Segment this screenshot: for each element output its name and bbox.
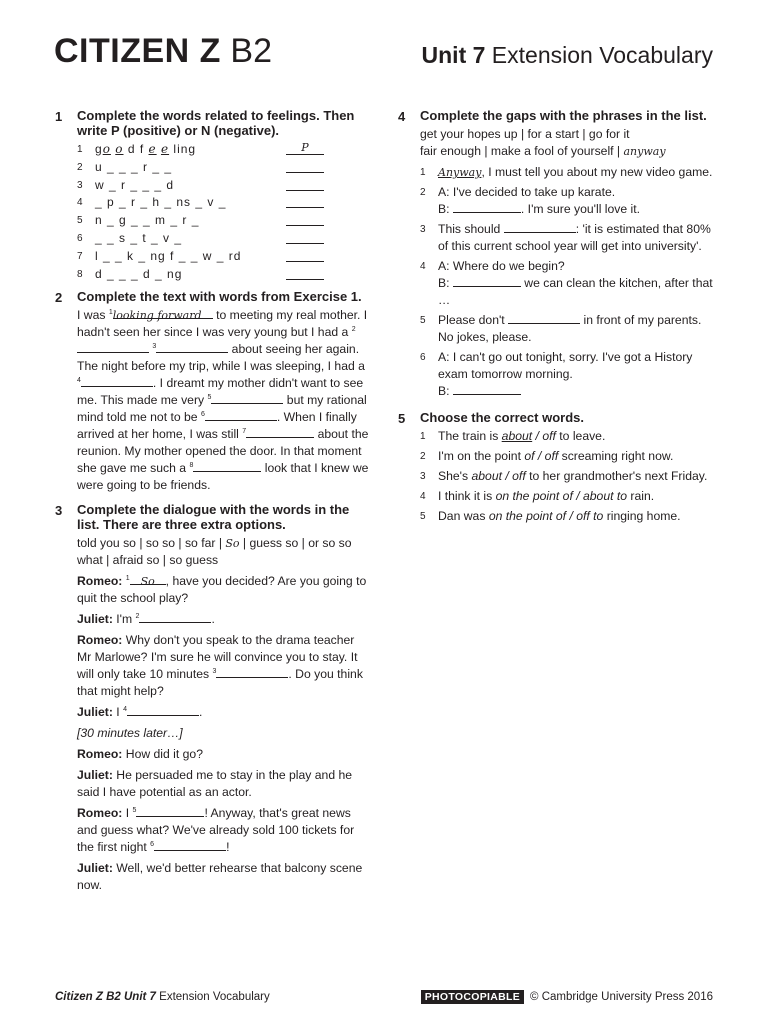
- choice-item: [420, 488, 716, 505]
- gap-blank[interactable]: [154, 839, 226, 851]
- gap-answer[interactable]: Anyway: [438, 166, 482, 179]
- item-number: 6: [77, 232, 83, 244]
- brand-name: CITIZEN Z: [54, 32, 221, 70]
- text: B:: [438, 202, 453, 216]
- text: , I must tell you about my new video game.: [481, 165, 713, 179]
- text: I: [112, 705, 124, 720]
- photocopiable-badge: PHOTOCOPIABLE: [421, 990, 524, 1004]
- text: I: [122, 806, 133, 821]
- brand-level: B2: [230, 32, 272, 70]
- gap-number: 6: [200, 411, 205, 419]
- item-number: 4: [77, 197, 83, 209]
- dialogue-line: [77, 767, 370, 801]
- gap-number: 2: [135, 613, 140, 621]
- speaker: Juliet:: [77, 705, 113, 720]
- phrase-line: get your hopes up | for a start | go for it: [420, 127, 630, 141]
- dialogue-line: [77, 805, 370, 856]
- footer-course: Citizen Z B2 Unit 7: [55, 991, 156, 1003]
- gap-number: 8: [189, 462, 194, 470]
- choice-item: [420, 508, 716, 525]
- item-number: 1: [77, 144, 83, 155]
- text: I'm on the point: [438, 449, 525, 463]
- text: . When I finally arrived at her home, I was still: [77, 410, 357, 442]
- item-number: 4: [420, 491, 426, 502]
- gap-answer[interactable]: So: [130, 573, 166, 585]
- unit-number: Unit 7: [421, 42, 486, 68]
- gap-number: 4: [123, 706, 127, 714]
- option-list: [77, 535, 370, 569]
- text: . I'm sure you'll love it.: [520, 202, 641, 216]
- exercise-number: 5: [398, 411, 406, 426]
- gap-blank[interactable]: [136, 805, 204, 817]
- gap-number: 5: [132, 807, 137, 815]
- word-pattern: w _ r _ _ _ d: [95, 177, 175, 192]
- text: .: [211, 612, 215, 627]
- gap-answer[interactable]: looking forward: [113, 307, 213, 319]
- exercise-3: [55, 502, 370, 894]
- exercise-title: Choose the correct words.: [420, 410, 584, 425]
- text: but my rational mind told me not to be: [77, 393, 367, 425]
- right-column: [398, 108, 716, 529]
- filled-letter: o: [102, 142, 111, 156]
- choice-option[interactable]: / off: [532, 429, 556, 443]
- dialogue-line: [77, 746, 370, 763]
- gap-number: 7: [242, 428, 247, 436]
- text: . I dreamt my mother didn't want to see me. This made me very: [77, 376, 364, 408]
- item-number: 2: [77, 161, 83, 173]
- text: !: [226, 840, 230, 855]
- gap-blank[interactable]: [504, 221, 576, 233]
- gap-number: 3: [152, 343, 157, 351]
- item-number: 6: [420, 352, 426, 363]
- text: we can clean the kitchen, after that …: [438, 276, 713, 307]
- left-column: [55, 108, 370, 898]
- text: .: [198, 705, 203, 720]
- gap-number: 1: [108, 309, 113, 317]
- answer-field[interactable]: [286, 177, 324, 191]
- exercise-title: Complete the words related to feelings. Then write P (positive) or N (negative).: [77, 108, 355, 138]
- unit-title: [422, 42, 713, 69]
- gap-item: [420, 349, 716, 400]
- text: : 'it is estimated that 80% of this current school year will get into university'.: [438, 222, 711, 253]
- gap-blank[interactable]: [205, 409, 277, 421]
- word-item: [77, 230, 370, 248]
- word-pattern: n _ g _ _ m _ r _: [95, 213, 200, 228]
- text: to leave.: [555, 429, 606, 443]
- text: Dan was: [438, 509, 489, 523]
- choice-item: [420, 428, 716, 445]
- exercise-1: [55, 108, 370, 283]
- word-pattern: _ _ s _ t _ v _: [95, 230, 183, 245]
- gap-text: [77, 307, 370, 494]
- item-number: 7: [77, 250, 83, 262]
- page-footer: [55, 991, 713, 1005]
- gap-blank[interactable]: [211, 392, 283, 404]
- gap-blank[interactable]: [246, 426, 314, 438]
- phrase-line: [420, 143, 716, 160]
- answer-field[interactable]: [286, 194, 324, 208]
- exercise-number: 2: [55, 290, 63, 306]
- gap-item: [420, 312, 716, 346]
- answer-field[interactable]: [286, 230, 324, 244]
- dialogue-line: [77, 632, 370, 700]
- choice-option[interactable]: about / off: [471, 469, 526, 483]
- text: about the reunion. My mother opened the door. In that moment she gave me such a: [77, 427, 369, 476]
- choice-item: [420, 468, 716, 485]
- choice-option[interactable]: on the point of / off to: [488, 509, 604, 523]
- word-item: [77, 266, 370, 284]
- speaker: Romeo:: [77, 633, 123, 648]
- gap-number: 1: [125, 575, 130, 583]
- gap-blank[interactable]: [508, 312, 580, 324]
- dialogue-line: [77, 611, 370, 628]
- word-item: [77, 194, 370, 212]
- gap-blank[interactable]: [453, 201, 521, 213]
- gap-number: 3: [212, 668, 217, 676]
- letters: ling: [169, 142, 197, 156]
- text: screaming right now.: [558, 449, 674, 463]
- speaker: Juliet:: [77, 612, 113, 627]
- text: The train is: [438, 429, 502, 443]
- word-item: [77, 212, 370, 230]
- item-number: 3: [420, 224, 426, 235]
- phrases: fair enough | make a fool of yourself |: [420, 144, 624, 158]
- speaker: Juliet:: [77, 861, 113, 876]
- word-list: [77, 141, 370, 283]
- choice-item: [420, 448, 716, 465]
- text: to meeting my real mother. I hadn't seen her since I was very young but I had a: [77, 308, 368, 340]
- text: ringing home.: [603, 509, 681, 523]
- text: A: I can't go out tonight, sorry. I've got a History exam tomorrow morning.: [438, 350, 693, 381]
- text: rain.: [627, 489, 655, 503]
- word-pattern: l _ _ k _ ng f _ _ w _ rd: [95, 248, 242, 263]
- text: B:: [438, 276, 453, 290]
- footer-copyright: [421, 991, 713, 1003]
- dialogue-line: [77, 704, 370, 721]
- text: B:: [438, 384, 453, 398]
- gap-number: 2: [351, 326, 356, 334]
- text: in front of my parents. No jokes, please.: [438, 313, 702, 344]
- exercise-5: [398, 410, 716, 525]
- letters: g: [95, 142, 103, 156]
- gap-blank[interactable]: [453, 275, 521, 287]
- filled-letter: e: [148, 142, 157, 156]
- brand-title: [54, 32, 272, 71]
- speaker: Romeo:: [77, 806, 123, 821]
- text: He persuaded me to stay in the play and he said I have potential as an actor.: [77, 768, 353, 800]
- item-number: 2: [420, 187, 426, 198]
- word-item: [77, 248, 370, 266]
- word-pattern: u _ _ _ r _ _: [95, 159, 173, 174]
- speaker: Juliet:: [77, 768, 113, 783]
- options: told you so | so so | so far |: [77, 536, 226, 551]
- word-item: [77, 159, 370, 177]
- text: A: Where do we begin?: [438, 259, 565, 273]
- filled-letter: e: [160, 142, 170, 156]
- filled-letter: o: [115, 142, 124, 156]
- word-pattern: d _ _ _ d _ ng: [95, 266, 183, 281]
- text: Please don't: [438, 313, 509, 327]
- footer-title: [55, 991, 270, 1003]
- gap-number: 5: [207, 394, 212, 402]
- gap-blank[interactable]: [77, 341, 149, 353]
- text: How did it go?: [122, 747, 203, 762]
- answer-field[interactable]: [286, 212, 324, 226]
- stage-direction: [30 minutes later…]: [77, 726, 183, 741]
- options-crossed: So: [225, 537, 240, 551]
- gap-blank[interactable]: [156, 341, 228, 353]
- text: Why don't you speak to the drama teacher Mr Marlowe? I'm sure he will convince you to stay. It will only take 10 minutes: [77, 633, 358, 682]
- text: I was: [77, 308, 109, 323]
- item-number: 4: [420, 261, 426, 272]
- choice-selected[interactable]: about: [501, 429, 533, 443]
- options: | guess so | or so so what | afraid so | so guess: [77, 536, 352, 568]
- item-number: 5: [77, 215, 83, 227]
- text: , have you decided? Are you going to quit the school play?: [77, 574, 367, 606]
- item-number: 1: [420, 431, 426, 442]
- item-number: 3: [77, 179, 83, 191]
- phrase-list: [420, 126, 716, 160]
- answer-field[interactable]: P: [286, 141, 324, 155]
- answer-field[interactable]: [286, 266, 324, 280]
- text: I think it is: [438, 489, 496, 503]
- gap-number: 4: [77, 377, 81, 385]
- word-item: [77, 177, 370, 195]
- word-pattern: [95, 141, 196, 158]
- footer-section: Extension Vocabulary: [159, 991, 270, 1003]
- gap-blank[interactable]: [193, 460, 261, 472]
- text: I'm: [112, 612, 136, 627]
- text: look that I knew we were going to be friends.: [77, 461, 369, 493]
- text: She's: [438, 469, 472, 483]
- unit-subtitle: Extension Vocabulary: [491, 42, 713, 68]
- speaker: Romeo:: [77, 747, 123, 762]
- gap-blank[interactable]: [127, 704, 199, 716]
- word-pattern: _ p _ r _ h _ ns _ v _: [95, 195, 227, 210]
- exercise-4: [398, 108, 716, 400]
- gap-blank[interactable]: [216, 666, 288, 678]
- item-number: 2: [420, 451, 426, 462]
- text: to her grandmother's next Friday.: [525, 469, 708, 483]
- text: A: I've decided to take up karate.: [438, 185, 616, 199]
- letters: d f: [123, 142, 149, 156]
- phrase-used: anyway: [623, 145, 666, 158]
- choice-option[interactable]: of / off: [524, 449, 559, 463]
- exercise-number: 3: [55, 503, 63, 519]
- gap-item: [420, 221, 716, 255]
- item-number: 1: [420, 167, 426, 178]
- gap-number: 6: [150, 841, 155, 849]
- gap-blank[interactable]: [81, 375, 153, 387]
- exercise-title: Complete the gaps with the phrases in the list.: [420, 108, 707, 123]
- exercise-number: 1: [55, 109, 63, 124]
- word-item: [77, 141, 370, 159]
- text: ! Anyway, that's great news and guess what? We've already sold 100 tickets for the first night: [77, 806, 355, 855]
- answer-field[interactable]: [286, 248, 324, 262]
- gap-blank[interactable]: [453, 383, 521, 395]
- text: This should: [438, 222, 504, 236]
- exercise-title: Complete the dialogue with the words in the list. There are three extra options.: [77, 502, 350, 533]
- gap-blank[interactable]: [139, 611, 211, 623]
- text: about seeing her again. The night before my trip, while I was sleeping, I had a: [77, 342, 365, 374]
- item-number: 5: [420, 511, 426, 522]
- gap-item: [420, 184, 716, 218]
- answer-field[interactable]: [286, 159, 324, 173]
- exercise-2: [55, 289, 370, 494]
- item-number: 8: [77, 268, 83, 280]
- gap-item: [420, 164, 716, 181]
- choice-option[interactable]: on the point of / about to: [495, 489, 628, 503]
- exercise-number: 4: [398, 109, 406, 124]
- text: . Do you think that might help?: [77, 667, 363, 699]
- copyright-text: © Cambridge University Press 2016: [530, 991, 713, 1003]
- gap-item: [420, 258, 716, 309]
- dialogue-line: [77, 860, 370, 894]
- exercise-title: Complete the text with words from Exercise 1.: [77, 289, 362, 305]
- speaker: Romeo:: [77, 574, 123, 589]
- text: Well, we'd better rehearse that balcony scene now.: [77, 861, 363, 893]
- dialogue-line: [77, 573, 370, 607]
- item-number: 3: [420, 471, 426, 482]
- item-number: 5: [420, 315, 426, 326]
